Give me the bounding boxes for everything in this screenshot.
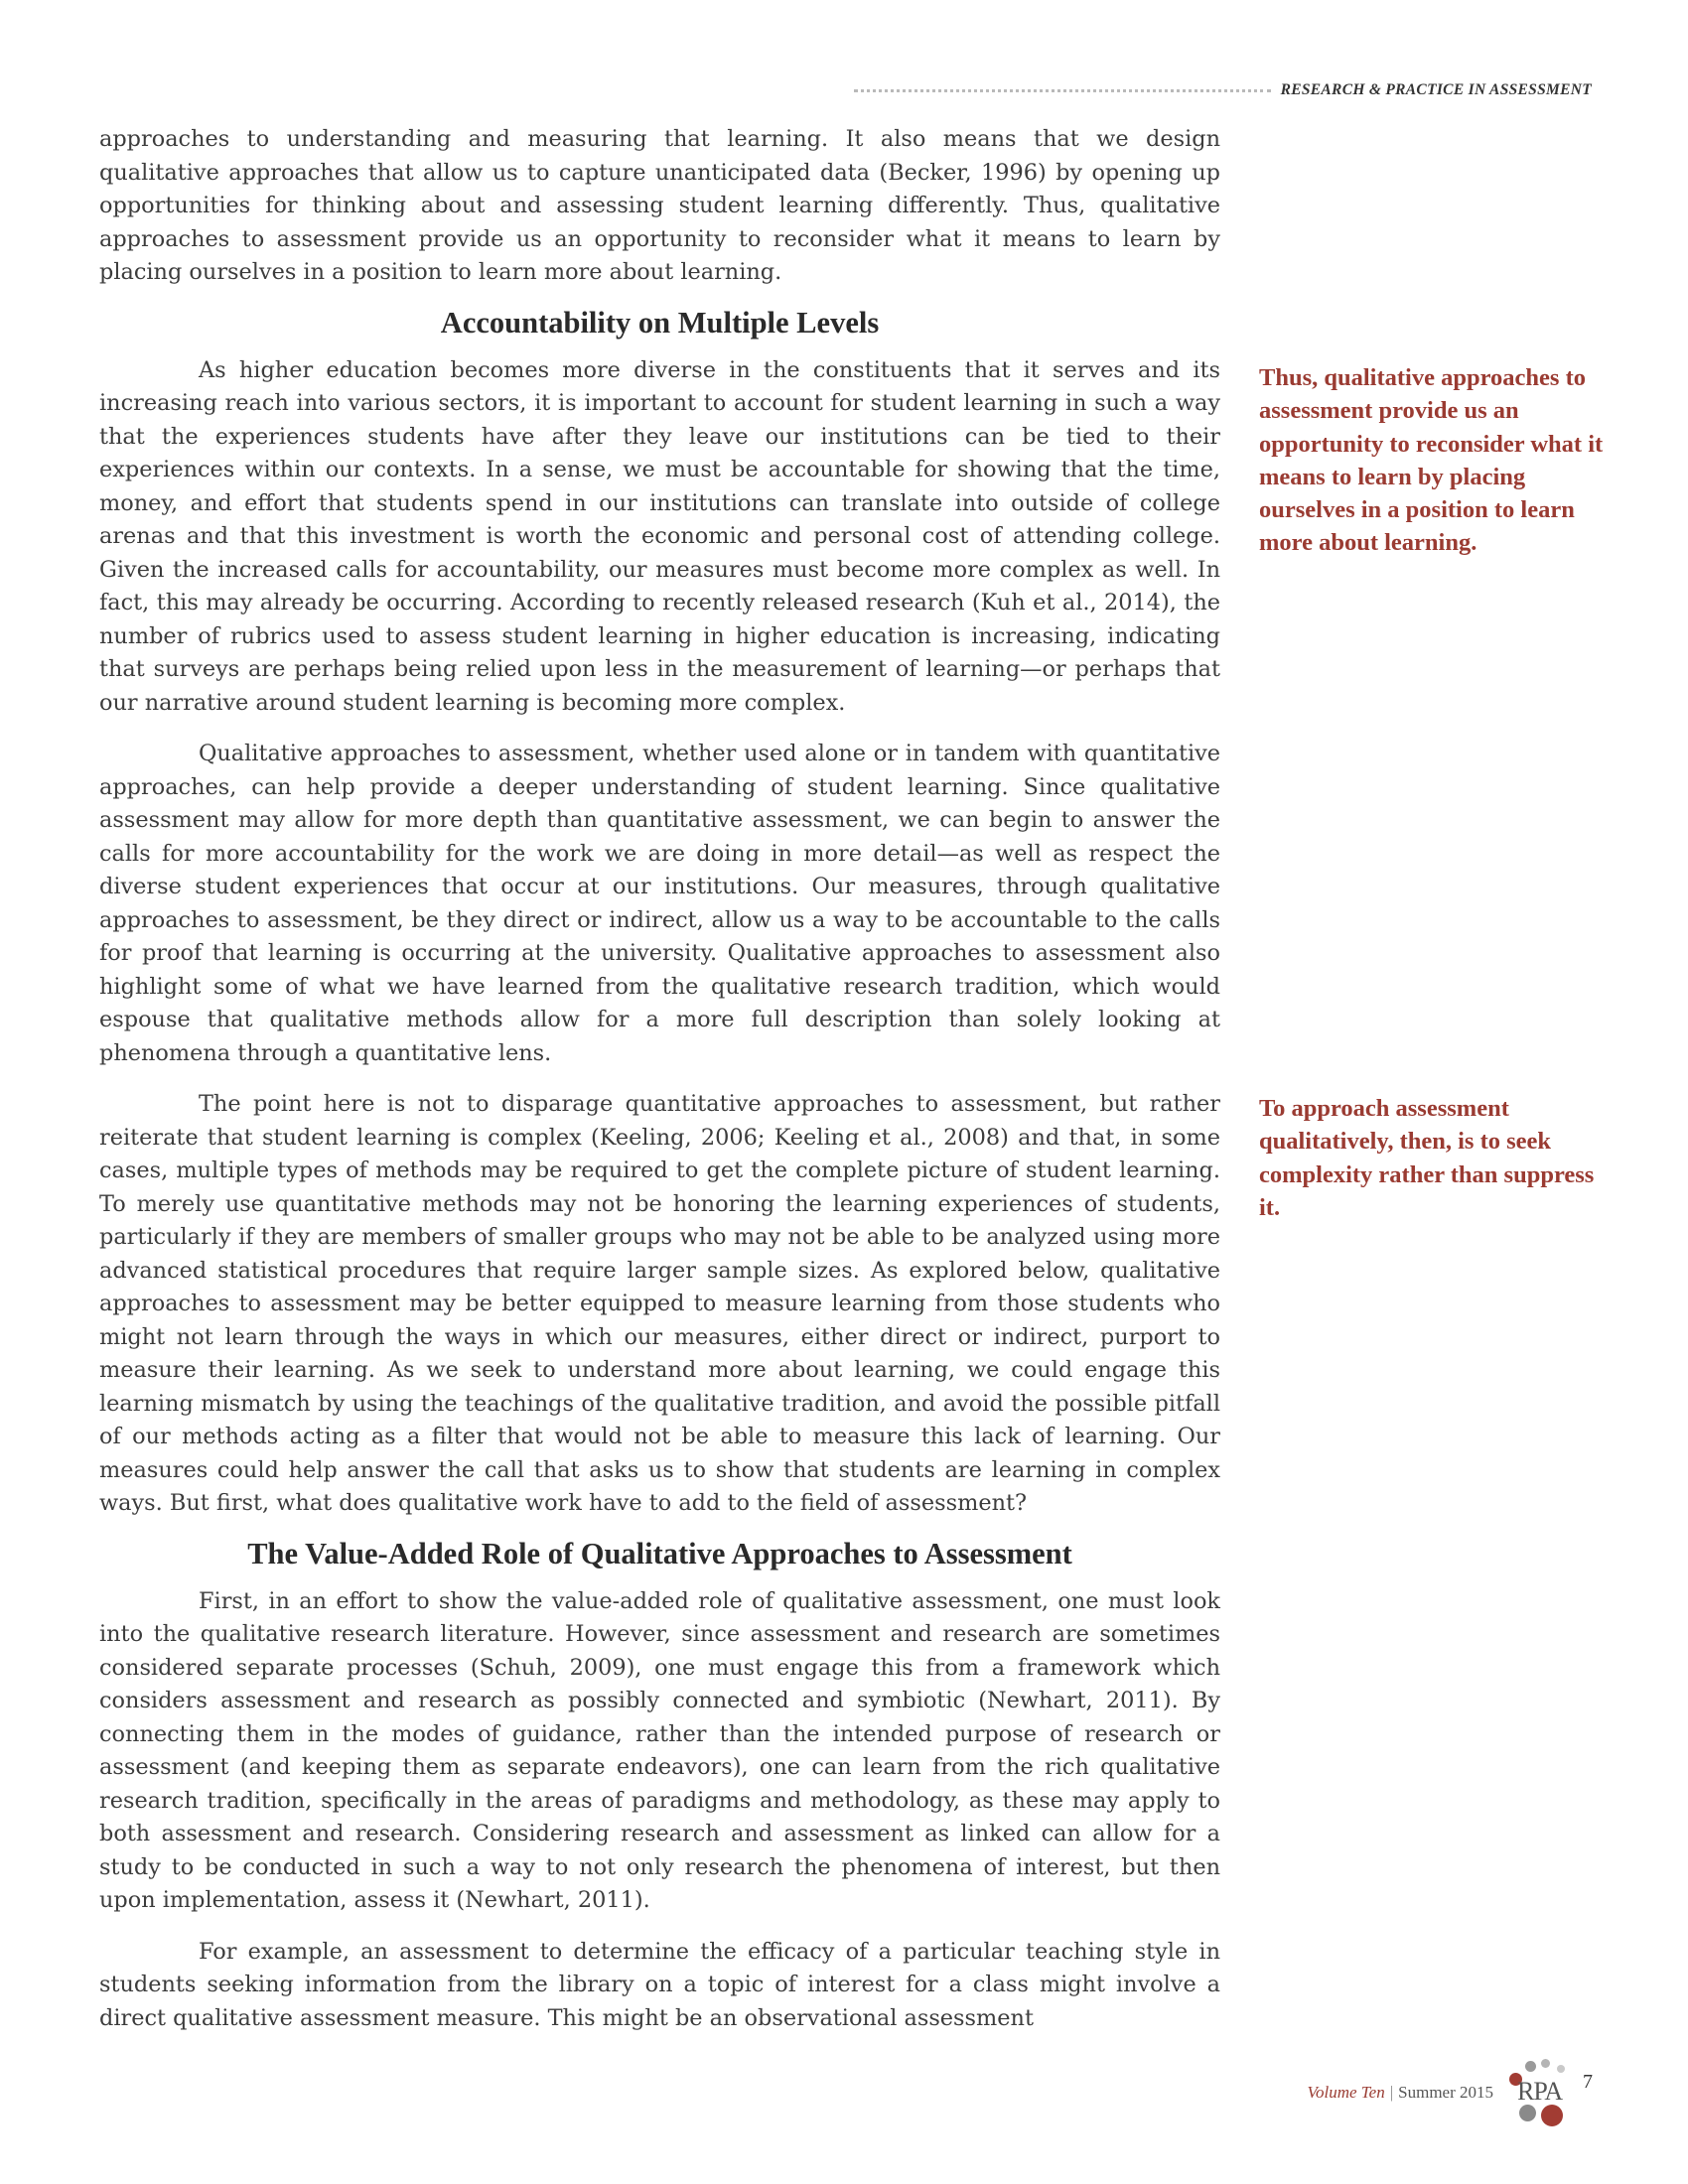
section-heading: The Value-Added Role of Qualitative Approaches to Assessment <box>247 1536 1072 1570</box>
paragraph: approaches to understanding and measuring that learning. It also means that we design qualitative approaches that allow us to capture unanticipated data (Becker, 1996) by opening up opportunities for thinking about and assessing student learning differently. Thus, qualitative approaches to assessment provide us an opportunity to reconsider what it means to learn by placing ourselves in a position to learn more about learning. <box>99 126 1220 285</box>
logo-dot <box>1519 2105 1536 2121</box>
logo-text: RPA <box>1517 2077 1563 2106</box>
running-header <box>854 81 1592 99</box>
paragraph: The point here is not to disparage quantitative approaches to assessment, but rather reiterate that student learning is complex (Keeling, 2006; Keeling et al., 2008) and that, in some cases, multiple types of methods may be required to get the complete picture of student learning. To merely use quantitative methods may not be honoring the learning experiences of students, particularly if they are members of smaller groups who may not be able to be analyzed using more advanced statistical procedures that require larger sample sizes. As explored below, qualitative approaches to assessment may be better equipped to measure learning from those students who might not learn through the ways in which our measures, either direct or indirect, purport to measure their learning. As we seek to understand more about learning, we could engage this learning mismatch by using the teachings of the qualitative tradition, and avoid the possible pitfall of our methods acting as a filter that would not be able to measure this lack of learning. Our measures could help answer the call that asks us to show that students are learning in complex ways. But first, what does qualitative work have to add to the field of assessment? <box>99 1091 1220 1516</box>
logo-dot <box>1557 2065 1565 2073</box>
journal-title: RESEARCH & PRACTICE IN ASSESSMENT <box>1280 81 1592 98</box>
footer-separator: | <box>1389 2083 1394 2102</box>
pull-quote: Thus, qualitative approaches to assessment provide us an opportunity to reconsider what it means to learn by placing ourselves in a position to learn more about learning. <box>1259 364 1604 557</box>
volume-label: Volume Ten <box>1307 2083 1385 2102</box>
issue-season: Summer 2015 <box>1398 2083 1493 2102</box>
section-heading: Accountability on Multiple Levels <box>440 305 880 340</box>
logo-dot <box>1525 2061 1536 2072</box>
logo-dot <box>1541 2105 1563 2126</box>
page-number: 7 <box>1583 2071 1593 2093</box>
paragraph: For example, an assessment to determine the efficacy of a particular teaching style in students seeking information from the library on a topic of interest for a class might involve a direct qualitative assessment measure. This might be an observational assessment <box>99 1938 1220 2031</box>
article-body <box>99 123 1220 2035</box>
logo-dot <box>1541 2059 1550 2068</box>
paragraph: As higher education becomes more diverse in the constituents that it serves and its increasing reach into various sectors, it is important to account for student learning in such a way that the experiences students have after they leave our institutions can be tied to their experiences within our contexts. In a sense, we must be accountable for showing that the time, money, and effort that students spend in our institutions can translate into outside of college arenas and that this investment is worth the economic and personal cost of attending college. Given the increased calls for accountability, our measures must become more complex as well. In fact, this may already be occurring. According to recently released research (Kuh et al., 2014), the number of rubrics used to assess student learning in higher education is increasing, indicating that surveys are perhaps being relied upon less in the measurement of learning—or perhaps that our narrative around student learning is becoming more complex. <box>99 356 1220 716</box>
header-dotted-rule <box>854 89 1271 92</box>
pull-quote: To approach assessment qualitatively, then, is to seek complexity rather than suppress it. <box>1259 1095 1595 1221</box>
paragraph: Qualitative approaches to assessment, whether used alone or in tandem with quantitative approaches, can help provide a deeper understanding of student learning. Since qualitative assessment may allow for more depth than quantitative assessment, we can begin to answer the calls for more accountability for the work we are doing in more detail—as well as respect the diverse student experiences that occur at our institutions. Our measures, through qualitative approaches to assessment, be they direct or indirect, allow us a way to be accountable to the calls for proof that learning is occurring at the university. Qualitative approaches to assessment also highlight some of what we have learned from the qualitative research tradition, which would espouse that qualitative methods allow for a more full description than solely looking at phenomena through a quantitative lens. <box>99 741 1220 1066</box>
rpa-logo <box>1503 2057 1575 2128</box>
paragraph: First, in an effort to show the value-added role of qualitative assessment, one must look into the qualitative research literature. However, since assessment and research are sometimes considered separate processes (Schuh, 2009), one must engage this from a framework which considers assessment and research as possibly connected and symbiotic (Newhart, 2011). By connecting them in the modes of guidance, rather than the intended purpose of research or assessment (and keeping them as separate endeavors), one can learn from the rich qualitative research tradition, specifically in the areas of paradigms and methodology, as these may apply to both assessment and research. Considering research and assessment as linked can allow for a study to be conducted in such a way to not only research the phenomena of interest, but then upon implementation, assess it (Newhart, 2011). <box>99 1587 1220 1913</box>
page-footer <box>1307 2057 1593 2128</box>
